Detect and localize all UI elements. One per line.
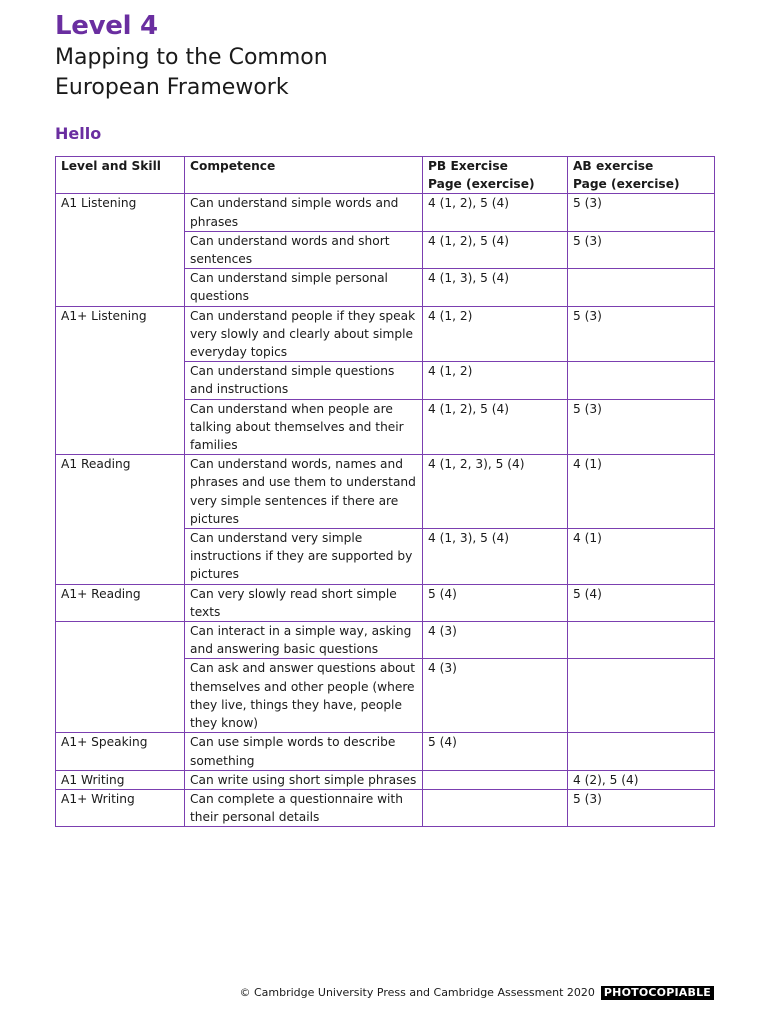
cell-ab: 5 (3) <box>568 399 715 455</box>
cell-competence: Can understand simple questions and instructions <box>185 362 423 399</box>
header-ab-exercise <box>568 157 715 194</box>
cell-skill: A1+ Speaking <box>56 733 185 770</box>
cell-competence: Can very slowly read short simple texts <box>185 584 423 621</box>
header-pb-exercise <box>423 157 568 194</box>
header-ab-line-1: AB exercise <box>573 159 654 173</box>
cell-ab: 5 (3) <box>568 194 715 231</box>
page-title-line-2: European Framework <box>55 75 289 100</box>
cell-pb: 4 (1, 3), 5 (4) <box>423 529 568 585</box>
cell-competence: Can interact in a simple way, asking and answering basic questions <box>185 622 423 659</box>
cell-ab: 5 (3) <box>568 789 715 826</box>
cell-ab: 5 (3) <box>568 231 715 268</box>
table-row <box>56 584 715 621</box>
cell-skill: A1+ Listening <box>56 306 185 455</box>
cell-pb: 4 (3) <box>423 659 568 733</box>
cell-ab: 5 (3) <box>568 306 715 362</box>
cell-skill: A1 Reading <box>56 455 185 584</box>
cell-ab: 4 (2), 5 (4) <box>568 770 715 789</box>
cell-competence: Can understand when people are talking about themselves and their families <box>185 399 423 455</box>
cell-pb: 4 (1, 2, 3), 5 (4) <box>423 455 568 529</box>
table-header-row <box>56 157 715 194</box>
table-row <box>56 789 715 826</box>
cell-competence: Can understand very simple instructions if they are supported by pictures <box>185 529 423 585</box>
cell-competence: Can understand words and short sentences <box>185 231 423 268</box>
photocopiable-badge: PHOTOCOPIABLE <box>601 986 714 1000</box>
header-pb-line-1: PB Exercise <box>428 159 508 173</box>
cell-pb: 4 (1, 2) <box>423 362 568 399</box>
copyright-text: © Cambridge University Press and Cambridge Assessment 2020 <box>239 986 595 999</box>
table-row <box>56 306 715 362</box>
cell-skill <box>56 622 185 733</box>
cell-ab: 4 (1) <box>568 455 715 529</box>
cell-pb: 5 (4) <box>423 733 568 770</box>
table-row <box>56 733 715 770</box>
cell-competence: Can understand words, names and phrases and use them to understand very simple sentences if there are pictures <box>185 455 423 529</box>
cell-competence: Can complete a questionnaire with their personal details <box>185 789 423 826</box>
table-row <box>56 194 715 231</box>
cell-pb: 4 (1, 2), 5 (4) <box>423 231 568 268</box>
cell-pb <box>423 789 568 826</box>
framework-table <box>55 156 715 827</box>
cell-ab <box>568 733 715 770</box>
cell-skill: A1+ Writing <box>56 789 185 826</box>
cell-competence: Can understand people if they speak very slowly and clearly about simple everyday topics <box>185 306 423 362</box>
cell-pb: 4 (1, 2), 5 (4) <box>423 399 568 455</box>
cell-pb: 4 (1, 2) <box>423 306 568 362</box>
cell-ab <box>568 362 715 399</box>
header-pb-line-2: Page (exercise) <box>428 177 535 192</box>
cell-pb <box>423 770 568 789</box>
cell-ab <box>568 659 715 733</box>
cell-ab <box>568 269 715 306</box>
cell-skill: A1+ Reading <box>56 584 185 621</box>
cell-competence: Can use simple words to describe something <box>185 733 423 770</box>
cell-pb: 5 (4) <box>423 584 568 621</box>
page-title-line-1: Mapping to the Common <box>55 45 328 70</box>
cell-ab: 4 (1) <box>568 529 715 585</box>
cell-pb: 4 (3) <box>423 622 568 659</box>
cell-ab <box>568 622 715 659</box>
header-competence: Competence <box>185 157 423 194</box>
header-level-and-skill: Level and Skill <box>56 157 185 194</box>
footer <box>239 986 714 1000</box>
cell-ab: 5 (4) <box>568 584 715 621</box>
cell-competence: Can understand simple personal questions <box>185 269 423 306</box>
header-ab-line-2: Page (exercise) <box>573 177 680 192</box>
cell-skill: A1 Writing <box>56 770 185 789</box>
table-row <box>56 622 715 659</box>
page-title <box>55 43 328 103</box>
section-title: Hello <box>55 124 102 143</box>
cell-pb: 4 (1, 2), 5 (4) <box>423 194 568 231</box>
cell-pb: 4 (1, 3), 5 (4) <box>423 269 568 306</box>
cell-skill: A1 Listening <box>56 194 185 306</box>
cell-competence: Can understand simple words and phrases <box>185 194 423 231</box>
cell-competence: Can ask and answer questions about themselves and other people (where they live, things they have, people they know) <box>185 659 423 733</box>
cell-competence: Can write using short simple phrases <box>185 770 423 789</box>
level-title: Level 4 <box>55 11 158 41</box>
table-row <box>56 455 715 529</box>
table-row <box>56 770 715 789</box>
